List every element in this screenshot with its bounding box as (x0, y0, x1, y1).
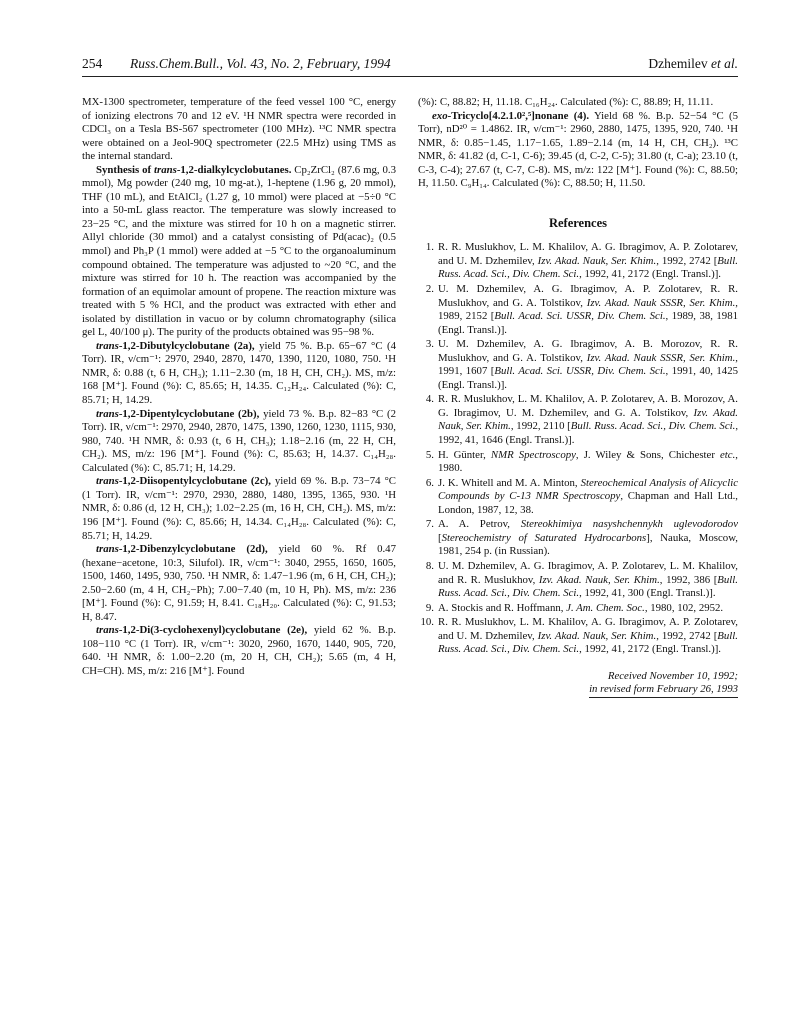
reference-item: 1. R. R. Muslukhov, L. M. Khalilov, A. G. Ibragimov, A. P. Zolotarev, and U. M. Dzhemilev, Izv. Akad. Nauk, Ser. Khim., 1992, 2742 [Bull. Russ. Acad. Sci., Div. Chem. Sci., 1992, 41, 2172 (Engl. Transl.)]. (425, 241, 738, 281)
revised-date: in revised form February 26, 1993 (589, 683, 738, 698)
left-column (82, 96, 396, 679)
received-date: Received November 10, 1992; (607, 669, 738, 682)
received-dates (418, 670, 738, 698)
synthesis-paragraph: Synthesis of trans-1,2-dialkylcyclobutanes. Cp₂ZrCl₂ (87.6 mg, 0.3 mmol), Mg powder (240 mg, 10 mg-at.), 1-heptene (1.96 g, 20 mmol), THF (10 mL), and EtAlCl₂ (1.27 g, 10 mmol) were placed at −5÷0 °C into a 50-mL glass reactor. The temperature was slowly increased to 23−25 °C, and the mixture was stirred for 10 h on a magnetic stirrer. Allyl chloride (30 mmol) and a catalyst consisting of Pd(acac)₂ (0.5 mmol) and Ph₃P (1 mmol) were added at −5 °C to the organoaluminum compound obtained. The temperature was adjusted to ~20 °C, and the mixture was stirred for 10 h. The reaction was accompanied by the formation of an equimolar amount of propene. The reaction mixture was treated with 5 % HCl, and the product was extracted with ether and isolated by distillation in vacuo or by column chromatography (silica gel L, 40/100 μ). The purity of the products obtained was 95−98 %. (82, 163, 396, 339)
intro-paragraph: MX-1300 spectrometer, temperature of the feed vessel 100 °C, energy of ionizing electrons 70 and 12 eV. ¹H NMR spectra were recorded in CDCl₃ on a Tesla BS-567 spectrometer (100 MHz). ¹³C NMR spectra were obtained on a Jeol-90Q spectrometer (22.5 MHz) using TMS as the internal standard. (82, 96, 396, 163)
right-column (418, 96, 738, 698)
references-heading: References (548, 215, 608, 230)
header-rule (82, 76, 738, 77)
page-header (82, 56, 738, 76)
reference-item: 3. U. M. Dzhemilev, A. G. Ibragimov, A. B. Morozov, R. R. Muslukhov, and G. A. Tolstikov, Izv. Akad. Nauk SSSR, Ser. Khim., 1991, 1607 [Bull. Acad. Sci. USSR, Div. Chem. Sci., 1991, 40, 1425 (Engl. Transl.)]. (425, 338, 738, 391)
reference-item: 2. U. M. Dzhemilev, A. G. Ibragimov, A. P. Zolotarev, R. R. Muslukhov, and G. A. Tolstikov, Izv. Akad. Nauk SSSR, Ser. Khim., 1989, 2152 [Bull. Acad. Sci. USSR, Div. Chem. Sci., 1989, 38, 1981 (Engl. Transl.)]. (425, 283, 738, 336)
reference-item: 10. R. R. Muslukhov, L. M. Khalilov, A. G. Ibragimov, A. P. Zolotarev, and U. M. Dzhemilev, Izv. Akad. Nauk, Ser. Khim., 1992, 2742 [Bull. Russ. Acad. Sci., Div. Chem. Sci., 1992, 41, 2172 (Engl. Transl.)]. (420, 616, 738, 656)
compound-2b-paragraph: trans-1,2-Dipentylcyclobutane (2b), yield 73 %. B.p. 82−83 °C (2 Torr). IR, ν/cm⁻¹: 2970, 2940, 2870, 1475, 1390, 1260, 1230, 1115, 930, 980, 740. ¹H NMR, δ: 0.93 (t, 6 H, CH₃); 1.18−2.16 (m, 22 H, CH, CH₂). MS, m/z: 196 [M⁺]. Found (%): C, 85.63; H, 14.37. C₁₄H₂₈. Calculated (%): C, 85.71; H, 14.29. (82, 407, 397, 474)
compound-2a-paragraph: trans-1,2-Dibutylcyclobutane (2a), yield 75 %. B.p. 65−67 °C (4 Torr). IR, ν/cm⁻¹: 2970, 2940, 2870, 1470, 1390, 1120, 1080, 750. ¹H NMR, δ: 0.88 (t, 6 H, CH₃); 1.11−2.30 (m, 18 H, CH, CH₂). MS, m/z: 168 [M⁺]. Found (%): C, 85.65; H, 14.35. C₁₂H₂₄. Calculated (%): C, 85.71; H, 14.29. (82, 339, 397, 407)
reference-item: 7. A. A. Petrov, Stereokhimiya nasyshchennykh uglevodorodov [Stereochemistry of Saturated Hydrocarbons], Nauka, Moscow, 1981, 254 p. (in Russian). (425, 518, 738, 558)
page-number: 254 (82, 56, 103, 71)
continuation-paragraph: (%): C, 88.82; H, 11.18. C₁₆H₂₄. Calculated (%): C, 88.89; H, 11.11. (418, 96, 714, 108)
compound-2d-paragraph: trans-1,2-Dibenzylcyclobutane (2d), yield 60 %. Rf 0.47 (hexane−acetone, 10:3, Silufol). IR, ν/cm⁻¹: 3040, 2955, 1650, 1605, 1500, 1460, 1495, 930, 750. ¹H NMR, δ: 1.47−1.96 (m, 6 H, CH, CH₂); 2.50−2.60 (m, 4 H, CH₂−Ph); 7.00−7.40 (m, 10 H, Ph). MS, m/z: 236 [M⁺]. Found (%): C, 91.59; H, 8.41. C₁₈H₂₀. Calculated (%): C, 91.53; H, 8.47. (82, 543, 396, 623)
reference-item: 9. A. Stockis and R. Hoffmann, J. Am. Chem. Soc., 1980, 102, 2952. (425, 601, 724, 614)
reference-item: 8. U. M. Dzhemilev, A. G. Ibragimov, A. P. Zolotarev, L. M. Khalilov, and R. R. Muslukhov, Izv. Akad. Nauk, Ser. Khim., 1992, 386 [Bull. Russ. Acad. Sci., Div. Chem. Sci., 1992, 41, 300 (Engl. Transl.)]. (425, 559, 738, 600)
compound-2e-paragraph: trans-1,2-Di(3-cyclohexenyl)cyclobutane (2e), yield 62 %. B.p. 108−110 °C (1 Torr). IR, ν/cm⁻¹: 3020, 2960, 1670, 1440, 905, 720, 640. ¹H NMR, δ: 1.00−2.20 (m, 20 H, CH, CH₂); 5.65 (m, 4 H, CH=CH). MS, m/z: 216 [M⁺]. Found (82, 624, 397, 677)
compound-2c-paragraph: trans-1,2-Diisopentylcyclobutane (2c), yield 69 %. B.p. 73−74 °C (1 Torr). IR, ν/cm⁻¹: 2970, 2930, 2880, 1480, 1395, 1365, 930. ¹H NMR, δ: 0.86 (d, 12 H, CH₃); 1.02−2.25 (m, 16 H, CH, CH₂). MS, m/z: 196 [M⁺]. Found (%): C, 85.66; H, 14.34. C₁₄H₂₈. Calculated (%): C, 85.71; H, 14.29. (82, 475, 396, 542)
reference-item: 6. J. K. Whitell and M. A. Minton, Stereochemical Analysis of Alicyclic Compounds by C-13 NMR Spectroscopy, Chapman and Hall Ltd., London, 1987, 12, 38. (425, 476, 739, 516)
reference-item: 5. H. Günter, NMR Spectroscopy, J. Wiley & Sons, Chichester etc., 1980. (425, 448, 738, 475)
compound-4-paragraph: exo-Tricyclo[4.2.1.0²,⁵]nonane (4). Yield 68 %. B.p. 52−54 °C (5 Torr), nD²⁰ = 1.4862. IR, ν/cm⁻¹: 2960, 2880, 1475, 1395, 920, 740. ¹H NMR, δ: 0.85−1.45, 1.17−1.65, 1.89−2.14 (m, 14 H, CH, CH₂). ¹³C NMR, δ: 41.82 (d, C-1, C-6); 39.45 (d, C-2, C-5); 31.80 (t, C-a); 23.10 (t, C-3, C-4); 27.67 (t, C-7, C-8). MS, m/z: 122 [M⁺]. Found (%): C, 88.50; H, 11.50. C₉H₁₄. Calculated (%): C, 88.50; H, 11.50. (418, 109, 738, 190)
running-authors: Dzhemilev et al. (648, 56, 738, 71)
references-list (418, 241, 738, 656)
reference-item: 4. R. R. Muslukhov, L. M. Khalilov, A. P. Zolotarev, A. B. Morozov, A. G. Ibragimov, U. M. Dzhemilev, and G. A. Tolstikov, Izv. Akad. Nauk, Ser. Khim., 1992, 2110 [Bull. Russ. Acad. Sci., Div. Chem. Sci., 1992, 41, 1646 (Engl. Transl.)]. (425, 393, 739, 447)
journal-citation: Russ.Chem.Bull., Vol. 43, No. 2, February, 1994 (130, 56, 391, 71)
